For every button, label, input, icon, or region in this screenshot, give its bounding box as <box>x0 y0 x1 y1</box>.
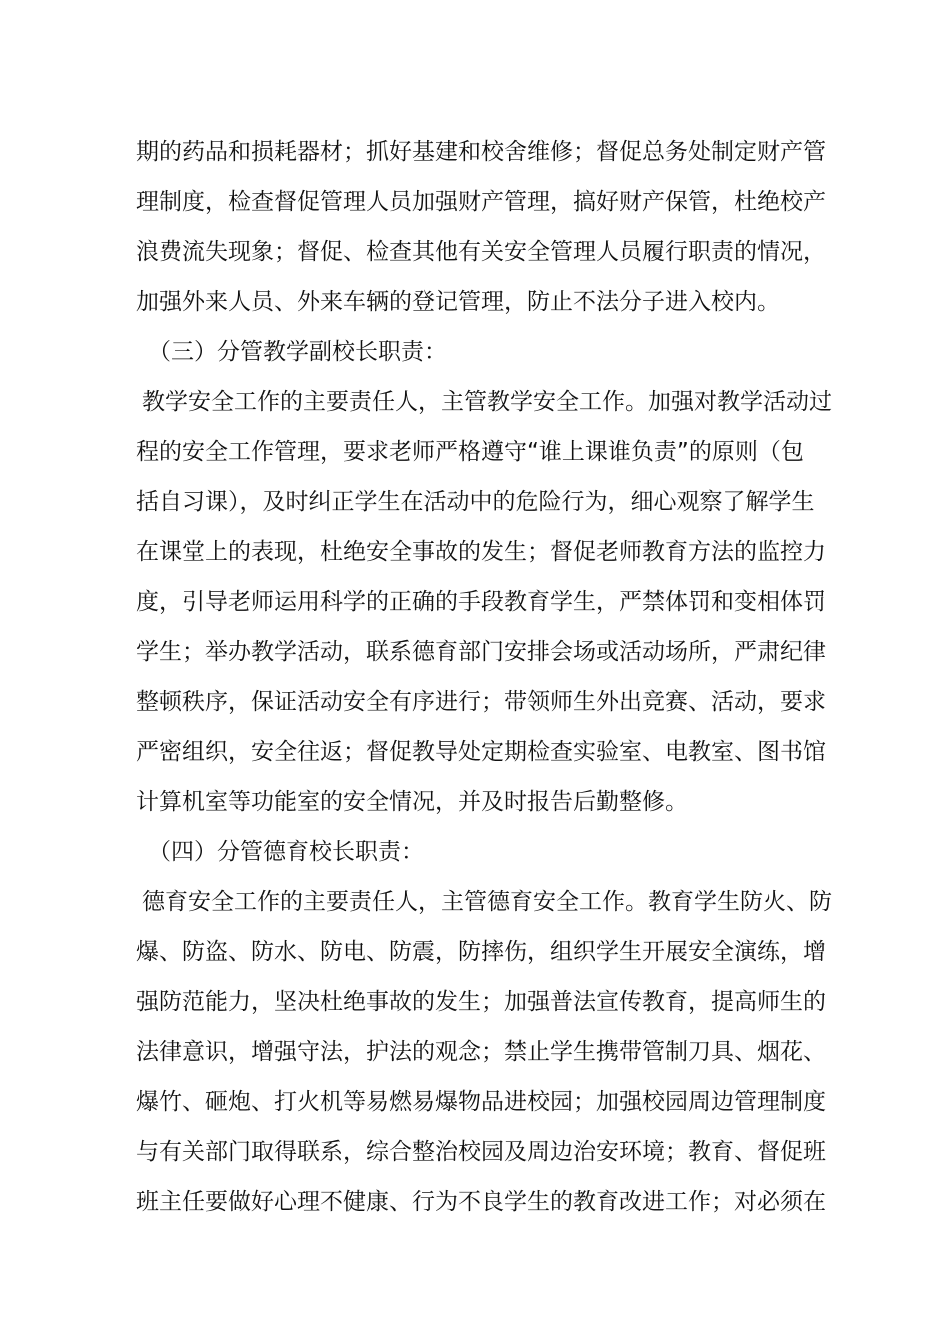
text-line: 程的安全工作管理，要求老师严格遵守“谁上课谁负责”的原则（包 <box>136 439 804 465</box>
text-line: 期的药品和损耗器材；抓好基建和校舍维修；督促总务处制定财产管 <box>136 139 826 165</box>
text-line: 爆、防盗、防水、防电、防震，防摔伤，组织学生开展安全演练，增 <box>136 939 826 965</box>
text-line: 与有关部门取得联系，综合整治校园及周边治安环境；教育、督促班 <box>136 1139 826 1165</box>
text-line: 爆竹、砸炮、打火机等易燃易爆物品进校园；加强校园周边管理制度 <box>136 1089 826 1115</box>
text-line: 加强外来人员、外来车辆的登记管理，防止不法分子进入校内。 <box>136 289 780 315</box>
text-line: 德育安全工作的主要责任人，主管德育安全工作。教育学生防火、防 <box>142 889 832 915</box>
text-line: 计算机室等功能室的安全情况，并及时报告后勤整修。 <box>136 789 688 815</box>
document-body <box>136 127 832 1227</box>
text-line: 强防范能力，坚决杜绝事故的发生；加强普法宣传教育，提高师生的 <box>136 989 826 1015</box>
section-heading-three: （三）分管教学副校长职责： <box>148 339 447 365</box>
text-line: 教学安全工作的主要责任人，主管教学安全工作。加强对教学活动过 <box>142 389 832 415</box>
text-line: 整顿秩序，保证活动安全有序进行；带领师生外出竞赛、活动，要求 <box>136 689 826 715</box>
section-heading-four: （四）分管德育校长职责： <box>148 839 424 865</box>
text-line: 括自习课），及时纠正学生在活动中的危险行为，细心观察了解学生 <box>136 489 815 515</box>
text-line: 度，引导老师运用科学的正确的手段教育学生，严禁体罚和变相体罚 <box>136 589 826 615</box>
text-line: 浪费流失现象；督促、检查其他有关安全管理人员履行职责的情况， <box>136 239 826 265</box>
text-line: 在课堂上的表现，杜绝安全事故的发生；督促老师教育方法的监控力 <box>136 539 826 565</box>
text-line: 法律意识，增强守法，护法的观念；禁止学生携带管制刀具、烟花、 <box>136 1039 826 1065</box>
text-line: 学生；举办教学活动，联系德育部门安排会场或活动场所，严肃纪律 <box>136 639 826 665</box>
text-line: 班主任要做好心理不健康、行为不良学生的教育改进工作；对必须在 <box>136 1189 826 1215</box>
text-line: 严密组织，安全往返；督促教导处定期检查实验室、电教室、图书馆 <box>136 739 826 765</box>
text-line: 理制度，检查督促管理人员加强财产管理，搞好财产保管，杜绝校产 <box>136 189 826 215</box>
